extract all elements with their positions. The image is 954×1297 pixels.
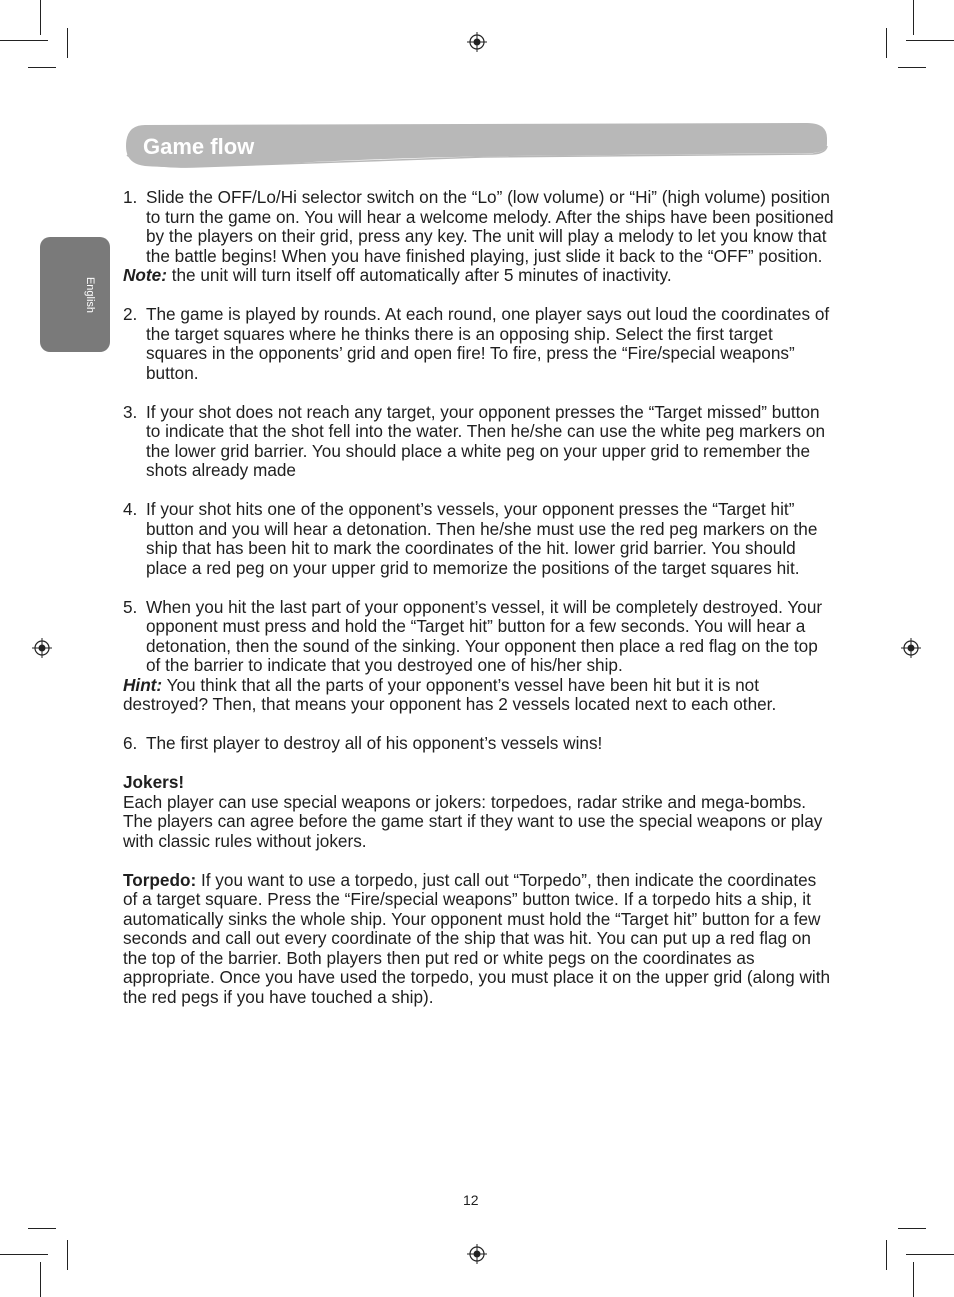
step-number: 1. — [123, 187, 138, 207]
crop-mark — [67, 1240, 68, 1270]
torpedo-label: Torpedo: — [123, 869, 197, 890]
step-number: 2. — [123, 304, 138, 324]
jokers-heading: Jokers! — [123, 772, 185, 792]
crop-mark — [28, 67, 56, 68]
crop-mark — [906, 1254, 954, 1255]
list-item — [123, 598, 835, 676]
crop-mark — [898, 1228, 926, 1229]
list-item — [123, 305, 835, 383]
registration-mark-icon — [467, 1244, 487, 1264]
step-text: Slide the OFF/Lo/Hi selector switch on the “Lo” (low volume) or “Hi” (high volume) position to turn the game on. You will hear a welcome melody. After the ships have been positioned by the players on their grid, press any key. The unit will play a melody to let you know that the battle begins! When you have finished playing, just slide it back to the “OFF” position. — [146, 187, 834, 266]
crop-mark — [28, 1228, 56, 1229]
list-item — [123, 403, 835, 481]
step-number: 4. — [123, 499, 138, 519]
step-text: The first player to destroy all of his opponent’s vessels wins! — [146, 733, 603, 753]
crop-mark — [913, 0, 914, 35]
crop-mark — [40, 0, 41, 35]
crop-mark — [40, 1262, 41, 1297]
crop-mark — [913, 1262, 914, 1297]
step-text: If your shot hits one of the opponent’s vessels, your opponent presses the “Target hit” button and you will hear a detonation. Then he/she must use the red peg markers on the ship that has been hit to mark the coordinates of the hit. lower grid barrier. You should place a red peg on your upper grid to memorize the positions of the target squares hit. — [146, 499, 818, 578]
list-item — [123, 734, 835, 754]
step-number: 5. — [123, 596, 138, 617]
hint-text: You think that all the parts of your opponent’s vessel have been hit but it is not destroyed? Then, that means your opponent has 2 vessels located next to each other. — [123, 674, 777, 714]
note-text: the unit will turn itself off automatically after 5 minutes of inactivity. — [166, 265, 672, 285]
hint-paragraph — [123, 676, 835, 715]
hint-label: Hint: — [123, 674, 163, 695]
crop-mark — [67, 28, 68, 58]
step-number: 6. — [123, 733, 138, 753]
torpedo-paragraph — [123, 871, 835, 1008]
page-title: Game flow — [143, 134, 255, 159]
crop-mark — [886, 28, 887, 58]
registration-mark-icon — [901, 638, 921, 658]
registration-mark-icon — [467, 32, 487, 52]
note-paragraph — [123, 266, 835, 286]
note-label: Note: — [123, 265, 167, 285]
step-text: If your shot does not reach any target, your opponent presses the “Target missed” button to indicate that the shot fell into the water. Then he/she can use the white peg markers on the lower grid barrier. You should place a white peg on your upper grid to remember the shots already made — [146, 401, 826, 480]
step-text: The game is played by rounds. At each round, one player says out loud the coordinates of the target squares where he thinks there is an opposing ship. Select the first target squares in the opponents’ grid and open fire! To fire, press the “Fire/special weapons” button. — [146, 304, 830, 383]
torpedo-text: If you want to use a torpedo, just call out “Torpedo”, then indicate the coordinates of a target square. Press the “Fire/special weapons” button twice. If a torpedo hits a ship, it automatically sinks the whole ship. Your opponent must hold the “Target hit” button for a few seconds and call out every coordinate of the ship that was hit. You can put up a red flag on the top of the barrier. Both players then put red or white pegs on the coordinates as appropriate. Once you have used the torpedo, you must place it on the upper grid (along with the red pegs if you have touched a ship). — [123, 869, 831, 1007]
page-number: 12 — [463, 1192, 479, 1208]
language-side-tab — [40, 237, 110, 352]
crop-mark — [0, 40, 48, 41]
crop-mark — [906, 40, 954, 41]
jokers-text: Each player can use special weapons or jokers: torpedoes, radar strike and mega-bombs. The players can agree before the game start if they want to use the special weapons or play with classic rules without jokers. — [123, 791, 823, 851]
list-item — [123, 500, 835, 578]
content-body — [123, 188, 835, 1007]
list-item — [123, 188, 835, 266]
crop-mark — [886, 1240, 887, 1270]
step-text: When you hit the last part of your opponent’s vessel, it will be completely destroyed. Your opponent must press and hold the “Target hit” button for a few seconds. You will hear a detonation, then the sound of the sinking. Your opponent then place a red flag on the top of the barrier to indicate that you destroyed one of his/her ship. — [146, 596, 823, 675]
step-number: 3. — [123, 401, 138, 422]
language-label: English — [84, 276, 96, 314]
crop-mark — [0, 1254, 48, 1255]
registration-mark-icon — [32, 638, 52, 658]
crop-mark — [898, 67, 926, 68]
